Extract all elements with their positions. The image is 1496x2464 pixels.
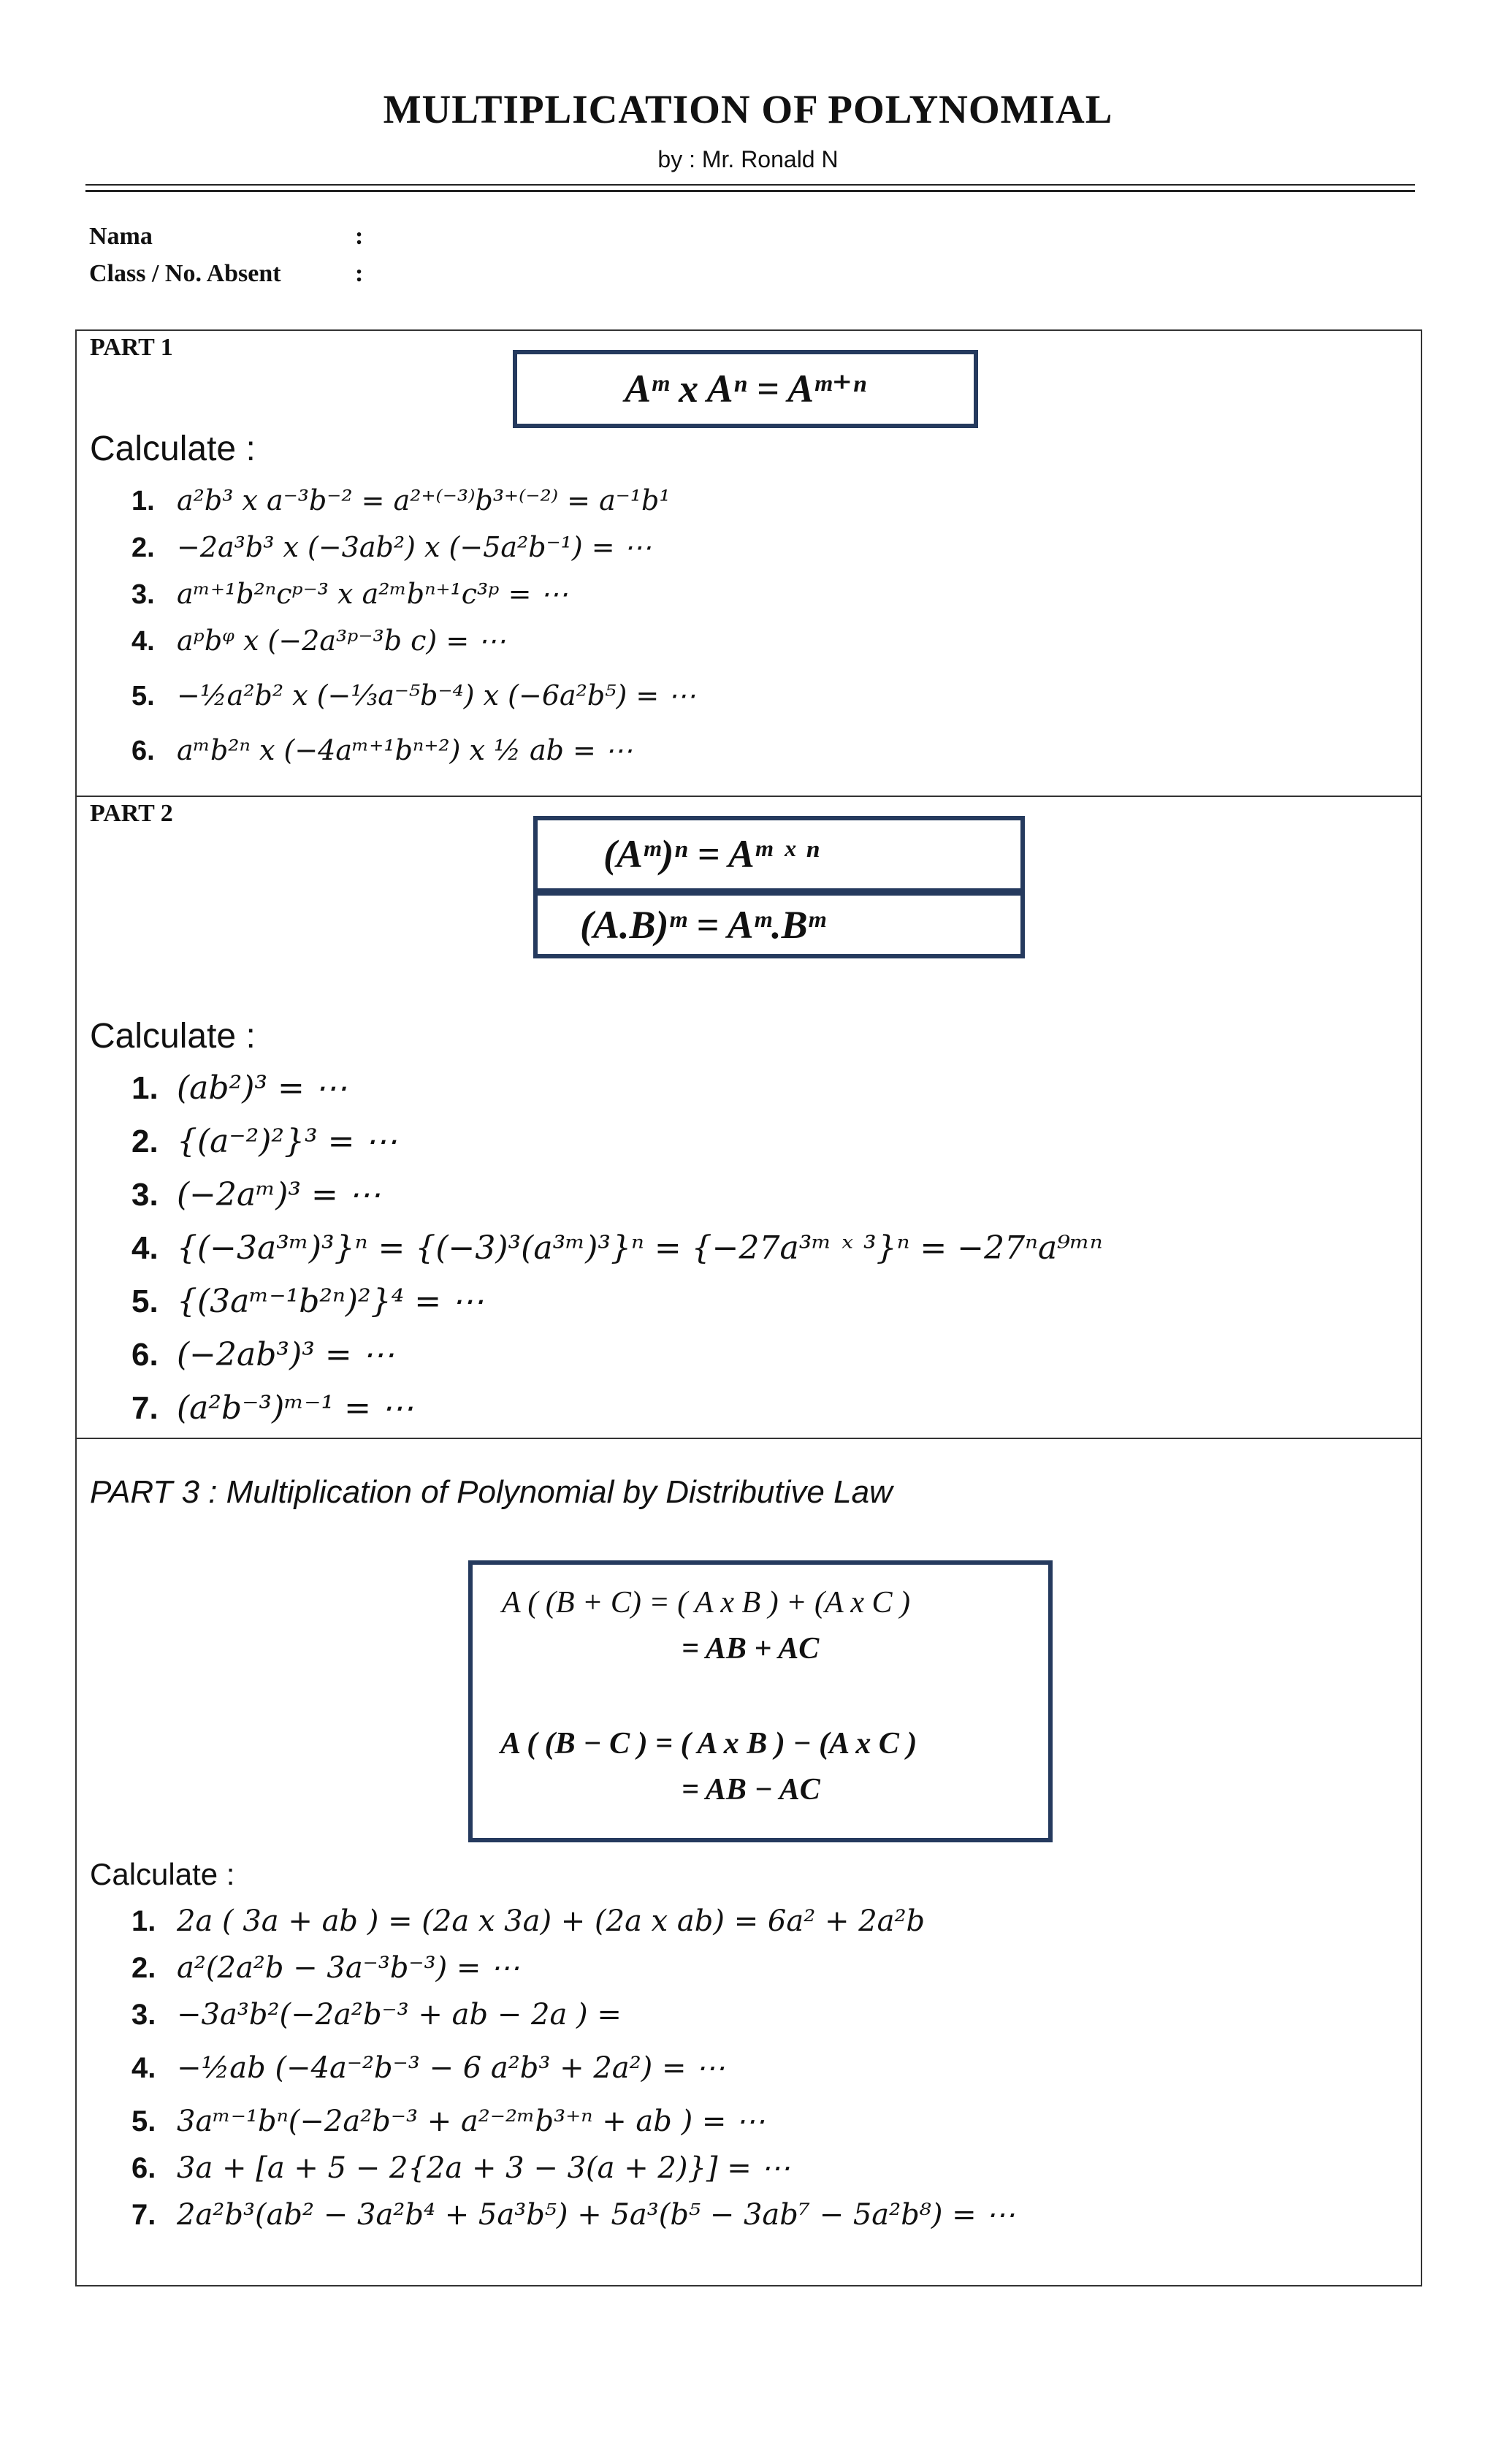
list-item (131, 1168, 1103, 1221)
part2-section (75, 796, 1422, 1439)
list-item (131, 1328, 1103, 1381)
item-expression: −3a³b²(−2a²b⁻³ + ab − 2a ) = (177, 1998, 622, 2032)
item-number: 7. (131, 2199, 156, 2231)
item-number: 4. (131, 626, 155, 657)
item-expression: {(a⁻²)²}³ = ⋯ (177, 1123, 397, 1160)
worksheet-title: MULTIPLICATION OF POLYNOMIAL (383, 87, 1113, 131)
item-expression: −½ab (−4a⁻²b⁻³ − 6 a²b³ + 2a²) = ⋯ (177, 2051, 725, 2085)
item-expression: 3a + [a + 5 − 2{2a + 3 − 3(a + 2)}] = ⋯ (177, 2151, 790, 2185)
item-expression: a²(2a²b − 3a⁻³b⁻³) = ⋯ (177, 1951, 520, 1985)
item-number: 2. (131, 1124, 159, 1159)
item-expression: aᵐ⁺¹b²ⁿcᵖ⁻³ x a²ᵐbⁿ⁺¹c³ᵖ = ⋯ (177, 578, 568, 610)
item-expression: −½a²b² x (−⅓a⁻⁵b⁻⁴) x (−6a²b⁵) = ⋯ (177, 679, 696, 712)
item-expression: {(3aᵐ⁻¹b²ⁿ)²}⁴ = ⋯ (177, 1283, 484, 1320)
name-label: Nama (89, 223, 153, 250)
list-item (131, 571, 695, 617)
part1-calculate-heading: Calculate : (90, 430, 256, 468)
distributive-difference-line: A ( (B − C ) = ( A x B ) − (A x C ) (500, 1727, 917, 1761)
product-power-box (533, 891, 1025, 958)
name-colon: : (355, 223, 364, 250)
part2-problem-list (131, 1061, 1103, 1435)
item-expression: 2a²b³(ab² − 3a²b⁴ + 5a³b⁵) + 5a³(b⁵ − 3ab⁷ − 5a²b⁸) = ⋯ (177, 2198, 1015, 2232)
author-byline: by : Mr. Ronald N (657, 146, 839, 172)
list-item (131, 1061, 1103, 1115)
item-number: 7. (131, 1390, 159, 1426)
list-item (131, 1945, 1015, 1991)
class-label: Class / No. Absent (89, 260, 281, 287)
item-number: 4. (131, 2052, 156, 2084)
item-expression: a²b³ x a⁻³b⁻² = a²⁺⁽⁻³⁾b³⁺⁽⁻²⁾ = a⁻¹b¹ (177, 484, 671, 516)
list-item (131, 1275, 1103, 1328)
power-rule-formula: (Aᵐ)ⁿ = Aᵐ ˣ ⁿ (603, 832, 820, 876)
item-number: 1. (131, 486, 155, 516)
item-expression: aᵐb²ⁿ x (−4aᵐ⁺¹bⁿ⁺²) x ½ ab = ⋯ (177, 734, 633, 766)
list-item (131, 727, 695, 774)
item-number: 1. (131, 1070, 159, 1106)
part1-formula-box (513, 350, 978, 428)
part1-section (75, 329, 1422, 797)
item-number: 5. (131, 2105, 156, 2137)
part3-calculate-heading: Calculate : (90, 1857, 235, 1891)
list-item (131, 1991, 1015, 2038)
item-number: 5. (131, 1284, 159, 1319)
list-item (131, 1115, 1103, 1168)
item-number: 3. (131, 1999, 156, 2031)
part2-calculate-heading: Calculate : (90, 1017, 256, 1056)
part3-problem-list (131, 1898, 1015, 2238)
header-rule (85, 184, 1415, 186)
item-number: 1. (131, 1905, 156, 1937)
part1-label: PART 1 (90, 334, 173, 361)
item-expression: (−2aᵐ)³ = ⋯ (177, 1176, 381, 1213)
part3-title: PART 3 : Multiplication of Polynomial by Distributive Law (90, 1474, 893, 1510)
item-number: 6. (131, 736, 155, 766)
list-item (131, 664, 695, 727)
item-expression: 2a ( 3a + ab ) = (2a x 3a) + (2a x ab) = 6a² + 2a²b (177, 1904, 926, 1938)
list-item (131, 2038, 1015, 2098)
list-item (131, 617, 695, 664)
part2-label: PART 2 (90, 800, 173, 827)
product-rule-formula: Aᵐ x Aⁿ = Aᵐ⁺ⁿ (625, 367, 866, 411)
list-item (131, 1381, 1103, 1435)
item-expression: {(−3a³ᵐ)³}ⁿ = {(−3)³(a³ᵐ)³}ⁿ = {−27a³ᵐ ˣ ³}ⁿ = −27ⁿa⁹ᵐⁿ (177, 1229, 1103, 1267)
list-item (131, 477, 695, 524)
product-power-formula: (A.B)ᵐ = Aᵐ.Bᵐ (580, 903, 825, 947)
distributive-difference-result: = AB − AC (682, 1773, 820, 1807)
part1-problem-list (131, 477, 695, 774)
item-number: 2. (131, 1952, 156, 1984)
item-expression: (a²b⁻³)ᵐ⁻¹ = ⋯ (177, 1389, 413, 1427)
list-item (131, 1898, 1015, 1945)
list-item (131, 2192, 1015, 2238)
item-number: 3. (131, 579, 155, 610)
header-rule-thick (85, 190, 1415, 192)
distributive-law-box (468, 1560, 1053, 1842)
item-number: 6. (131, 2152, 156, 2184)
item-number: 3. (131, 1177, 159, 1213)
class-colon: : (355, 260, 364, 287)
list-item (131, 2145, 1015, 2192)
item-number: 4. (131, 1230, 159, 1266)
list-item (131, 2098, 1015, 2145)
item-expression: (−2ab³)³ = ⋯ (177, 1336, 394, 1373)
item-expression: aᵖbᵠ x (−2a³ᵖ⁻³b c) = ⋯ (177, 625, 506, 657)
item-number: 2. (131, 533, 155, 563)
item-number: 5. (131, 681, 155, 712)
list-item (131, 1221, 1103, 1275)
distributive-sum-result: = AB + AC (682, 1632, 820, 1666)
list-item (131, 524, 695, 571)
item-expression: 3aᵐ⁻¹bⁿ(−2a²b⁻³ + a²⁻²ᵐb³⁺ⁿ + ab ) = ⋯ (177, 2105, 766, 2138)
distributive-sum-line: A ( (B + C) = ( A x B ) + (A x C ) (502, 1586, 910, 1620)
power-rule-box (533, 816, 1025, 893)
item-expression: (ab²)³ = ⋯ (177, 1069, 347, 1107)
part3-section (75, 1438, 1422, 2286)
item-number: 6. (131, 1337, 159, 1373)
item-expression: −2a³b³ x (−3ab²) x (−5a²b⁻¹) = ⋯ (177, 531, 652, 563)
